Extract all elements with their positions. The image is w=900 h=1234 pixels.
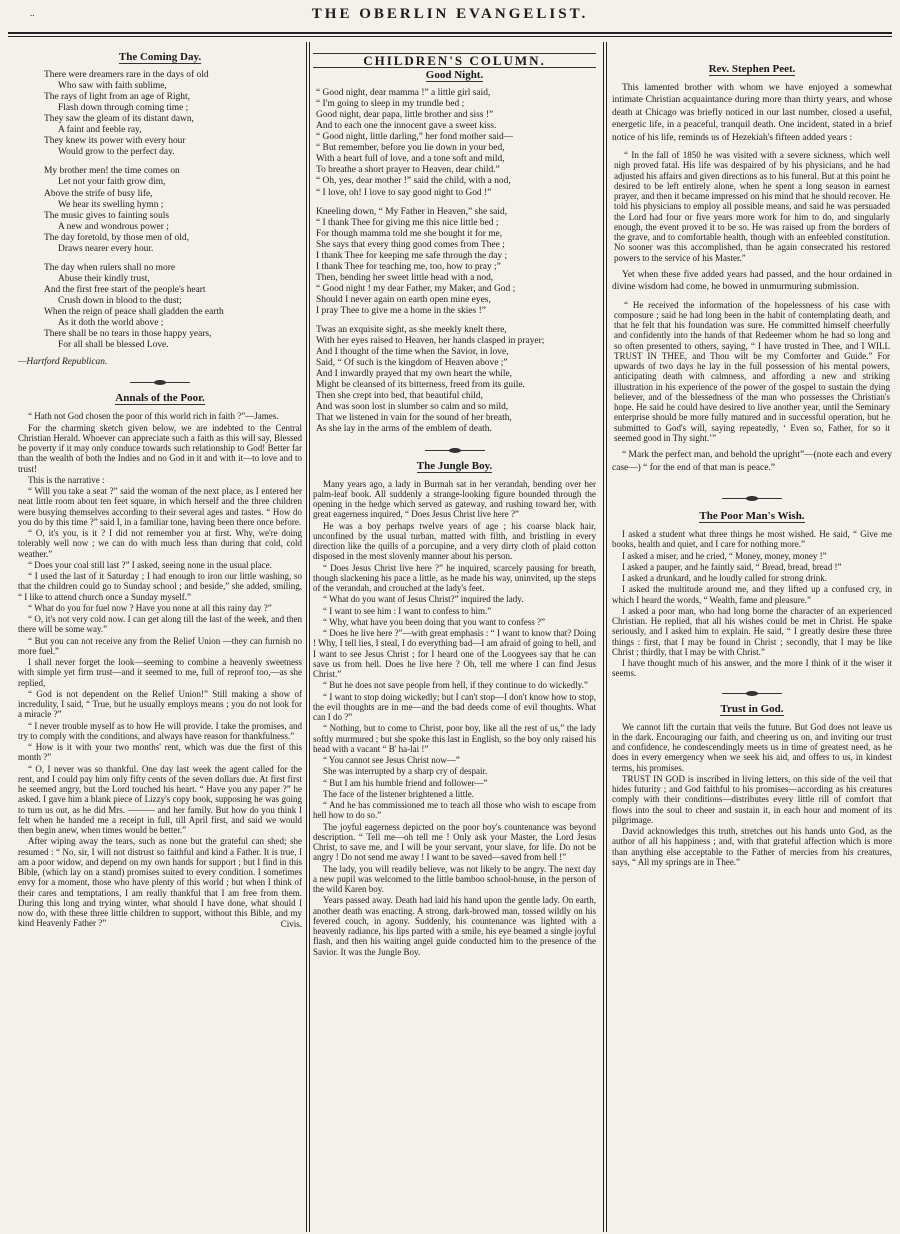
poem-line: When the reign of peace shall gladden the earth [44, 306, 224, 317]
paragraph: “ You cannot see Jesus Christ now—” [323, 755, 460, 766]
signature: Civis. [280, 918, 302, 929]
poem-line: And I thought of the time when the Savior, in love, [316, 347, 509, 358]
column-middle [313, 50, 596, 1230]
poem-line: They saw the gleam of its distant dawn, [44, 114, 194, 125]
poem-line: Twas an exquisite sight, as she meekly knelt there, [316, 325, 507, 336]
section-separator [130, 382, 190, 383]
poem-line: I pray Thee to give me a home in the skies !” [316, 305, 486, 316]
paragraph: “ But you can not receive any from the Relief Union —they can furnish no more fuel.” [18, 635, 302, 656]
paragraph: “ O, I never was so thankful. One day last week the agent called for the rent, and I could pay him only fifty cents of the seven dollars due. At first first he seemed angry, but the Lord touched his heart. “ Have you any paper ?” he asked. I gave him a blank piece of Lizzy's copy book, supposing he was going to turn us out, as he did Mrs. ——— and her family. But how do you think I felt when he handed me a receipt in full, till April first, and said we would then begin anew, when times would be better.” [18, 763, 302, 836]
poem-line: She says that every thing good comes from Thee ; [316, 239, 505, 250]
poem-line: “ I love, oh! I love to say good night to God !” [316, 187, 492, 198]
poem-line: The music gives to fainting souls [44, 210, 170, 221]
paragraph: “ But I am his humble friend and follower—” [323, 777, 488, 788]
paragraph: “ But he does not save people from hell, if they continue to do wickedly.” [323, 680, 588, 691]
poem-line: And I inwardly prayed that my own heart the while, [316, 369, 513, 380]
paragraph: “ I used the last of it Saturday ; I had enough to iron our little washing, so that the children could go to Sunday school ; and beside,” she added, smiling, “ I like to attend church once a Sunday myself.” [18, 571, 302, 602]
annals-title: Annals of the Poor. [115, 392, 205, 405]
poem-line: “ Oh, yes, dear mother !” said the child, with a nod, [316, 176, 511, 187]
poem-line: As it doth the world above ; [58, 318, 164, 329]
wish-body [612, 529, 892, 679]
paragraph: I shall never forget the look—seeming to combine a heavenly sweetness with simple yet firm trust—and it seemed to me, full of reproof too,—as she replied, [18, 657, 302, 688]
paragraph: “ O, it's not very cold now. I can get along till the last of the week, and then there will be some way.” [18, 614, 302, 635]
poem-line: The day when rulers shall no more [44, 262, 176, 273]
coming-day-title: The Coming Day. [118, 51, 202, 63]
paragraph: “ Does your coal still last ?” I asked, seeing none in the usual place. [28, 559, 272, 570]
paragraph: “ I never trouble myself as to how He will provide. I take the promises, and try to comply with the conditions, and always have reason for thankfulness.” [18, 720, 302, 741]
paragraph: I have thought much of his answer, and the more I think of it the wiser it seems. [612, 658, 892, 679]
poem-line: “ Good night ! my dear Father, my Maker, and God ; [316, 283, 516, 294]
good-night-title: Good Night. [425, 69, 484, 82]
column-rule-1b [309, 42, 310, 1232]
column-rule-2 [603, 42, 604, 1232]
poem-line: Let not your faith grow dim, [58, 177, 166, 188]
poem-line: A new and wondrous power ; [58, 221, 169, 232]
paragraph: TRUST IN GOD is inscribed in living letters, on this side of the veil that hides futurity ; and God faithful to his promises—according as his creatures comply with their conditions—distributes every little rill of comfort that flows into the soul to cheer and sustain it, in each hour and moment of its pilgrimage. [612, 773, 892, 825]
poem-line: There shall be no tears in those happy years, [44, 329, 212, 340]
column-rule-2b [606, 42, 607, 1232]
poem-line: Draws nearer every hour. [58, 243, 154, 254]
poem-line: With her eyes raised to Heaven, her hands clasped in prayer; [316, 336, 545, 347]
paragraph: David acknowledges this truth, stretches out his hands unto God, as the author of all his happiness ; and, with that grateful affection which is more than anything else acceptable to the Father of mercies from his creatures, says, “ All my springs are in Thee.” [612, 826, 892, 867]
poem-line: Would grow to the perfect day. [58, 147, 175, 158]
section-separator [722, 498, 782, 499]
top-rule-thin [8, 36, 892, 37]
poem-line: Above the strife of busy life, [44, 188, 153, 199]
paragraph: “ How is it with your two months' rent, which was due the first of this month ?” [18, 742, 302, 763]
poem-line: Then she crept into bed, that beautiful child, [316, 391, 483, 402]
poem-line: With a heart full of love, and a tone soft and mild, [316, 154, 505, 165]
paragraph: We cannot lift the curtain that veils the future. But God does not leave us in the dark. Encouraging our faith, and cheering us on, and inviting our trust and confidence, he condescendingly meets us in time of greatest need, as he does in every emergency when we seek his aid, and offers to us, in kindest terms, his promises. [612, 721, 892, 773]
paragraph: “ O, it's you, is it ? I did not remember you at first. Why, we're doing tolerably well now ; we can do with much less than during that cold, cold weather.” [18, 528, 302, 559]
poem-line: “ Good night, dear mamma !” a little girl said, [316, 88, 491, 99]
poem-line: “ I'm going to sleep in my trundle bed ; [316, 99, 465, 110]
paragraph: He was a boy perhaps twelve years of age ; his coarse black hair, unconfined by the usual turban, matted with filth, and bristling in every direction like the quills of a porcupine, and a very dirty cloth of plaid cotton disposed in the most slovenly manner about his person. [313, 520, 596, 562]
paragraph: Many years ago, a lady in Burmah sat in her verandah, bending over her palm-leaf book. All suddenly a strange-looking figure bounded through the opening in the hedge which served as gateway, and rushing toward her, with great eagerness inquired, “ Does Jesus Christ live here ?” [313, 478, 596, 520]
page-mark: .. [30, 8, 35, 18]
paragraph: “ What do you want of Jesus Christ?” inquired the lady. [323, 594, 524, 605]
jungle-boy-body [313, 479, 596, 957]
poem-line: Good night, dear papa, little brother and siss !” [316, 110, 494, 121]
paragraph: “ Mark the perfect man, and behold the upright”—(note each and every case—) “ for the end of that man is peace.” [612, 450, 892, 473]
paragraph: “ Hath not God chosen the poor of this world rich in faith ?”—James. [28, 411, 279, 422]
poem-line: For all shall be blessed Love. [58, 340, 169, 351]
poem-line: Abuse their kindly trust, [58, 273, 150, 284]
column-right [612, 50, 892, 1230]
poem-line: The rays of light from an age of Right, [44, 92, 190, 103]
peet-title: Rev. Stephen Peet. [708, 63, 796, 75]
poem-line: And the first free start of the people's heart [44, 284, 206, 295]
paragraph: She was interrupted by a sharp cry of despair. [323, 766, 488, 777]
poem-line: To breathe a short prayer to Heaven, dear child.” [316, 165, 500, 176]
masthead-title: THE OBERLIN EVANGELIST. [311, 6, 589, 22]
poem-line: “ Good night, little darling,” her fond mother said— [316, 132, 514, 143]
trust-title: Trust in God. [720, 702, 784, 715]
section-separator [425, 450, 485, 451]
paragraph: “ Does he live here ?”—with great emphasis : “ I want to know that? Doing ! Why, I tell lies, I steal, I do everything bad—I am afraid of going to hell, and I want to see Jesus Christ ; for I heard one of the Loogyees say that he can save us from hell. Does he live here ? Oh, tell me where I can find Jesus Christ.” [313, 628, 596, 680]
wish-title: The Poor Man's Wish. [699, 509, 805, 522]
poem-line: There were dreamers rare in the days of old [44, 70, 209, 81]
poem-line: The day foretold, by those men of old, [44, 232, 189, 243]
poem-line: “ I thank Thee for giving me this nice little bed ; [316, 217, 499, 228]
paragraph: This is the narrative : [28, 474, 105, 485]
poem-line: Then, bending her sweet little head with a nod, [316, 272, 494, 283]
section-separator [722, 693, 782, 694]
paragraph: I asked the multitude around me, and they lifted up a confused cry, in which I heard the words, “ Wealth, fame and pleasure.” [612, 584, 892, 605]
paragraph: After wiping away the tears, such as none but the grateful can shed; she resumed : “ No, sir, I will not distrust so faithful and kind a Father. It is true, I am a poor widow, and depend on my own hands for support ; but I find in this Bible, (which lay on a stand) promises suited to every condition. I sometimes envy for a moment, those who have plenty of this world ; but when I think of their cares and temptations, I am really thankful that I am free from them. During this long and trying winter, what should I have done, what should I now do, with these three little children to support, without this Bible, and my kind Heavenly Father ?” [18, 836, 302, 929]
paragraph: Years passed away. Death had laid his hand upon the gentle lady. On earth, another death was enacting. A strong, dark-browed man, tossed wildly on his fevered couch, in agony. Suddenly, his countenance was lighted with a heavenly radiance, his lips parted with a smile, his eye beamed a single joyful flash, and then his waiting angel guide conducted him to the presence of the Savior. It was the Jungle Boy. [313, 895, 596, 957]
poem-line: For though mamma told me she bought it for me, [316, 228, 503, 239]
quote-paragraph: “ He received the information of the hopelessness of his case with composure ; said he had long been in the habit of contemplating death, and that he felt that his foundation was sure. He committed himself cheerfully and confidently into the hands of that Redeemer whom he had so long and so often presented to others, saying, “ I have trusted in Thee, and I WILL TRUST IN THEE, and Thou wilt be my Comforter and Guide.” For upwards of two days he lay in the full possession of his mental powers, anticipating death with calmness, and affording a new and striking illustration in his experience of the power of the gospel to sustain the dying believer, and of the blessedness of the man who possesses the Christian's hope. He said he could have desired to live another year, until the Seminary enterprise should be more fully matured and in successful operation, but he submitted to God's will, saying repeatedly, ‘ Even so, Father, for so it seemed good in Thy sight.’” [614, 299, 890, 443]
poem-line: Said, “ Of such is the kingdom of Heaven above ;” [316, 358, 508, 369]
paragraph: “ And he has commissioned me to teach all those who wish to escape from hell how to do so.” [313, 800, 596, 821]
paragraph: I asked a student what three things he most wished. He said, “ Give me books, health and quiet, and I care for nothing more.” [612, 529, 892, 550]
paragraph: For the charming sketch given below, we are indebted to the Central Christian Herald. Whoever can appreciate such a faith as this will say, Blessed be poverty if it may only conduce towards such relationship to God! Better far than the wealth of both the Indies and no God in it and with it—to love and to trust! [18, 422, 302, 474]
paragraph: Yet when these five added years had passed, and the hour ordained in divine wisdom had come, he bowed in unmurmuring submission. [612, 269, 892, 293]
poem-line: They knew its power with every hour [44, 136, 186, 147]
poem-credit: —Hartford Republican. [18, 357, 108, 368]
paragraph: The joyful eagerness depicted on the poor boy's countenance was beyond description. “ Tell me—oh tell me ! Only ask your Master, the Lord Jesus Christ, to save me, and I will be your servant, your slave, for life. Do not be angry ! Do not send me away ! I want to be saved—saved from hell !” [313, 821, 596, 863]
poem-line: As she lay in the arms of the emblem of death. [316, 424, 492, 435]
poem-line: I thank Thee for teaching me, too, how to pray ;” [316, 261, 501, 272]
poem-line: I thank Thee for keeping me safe through the day ; [316, 250, 508, 261]
annals-body [18, 411, 302, 929]
paragraph: I asked a miser, and he cried, “ Money, money, money !” [622, 550, 827, 561]
paragraph: “ What do you for fuel now ? Have you none at all this rainy day ?” [28, 602, 272, 613]
trust-body [612, 722, 892, 868]
poem-line: And to each one the innocent gave a sweet kiss. [316, 121, 497, 132]
poem-line: We hear its swelling hymn ; [58, 199, 164, 210]
poem-line: Might be cleansed of its bitterness, freed from its guile. [316, 380, 525, 391]
quote-paragraph: “ In the fall of 1850 he was visited with a severe sickness, which well nigh proved fatal. His life was despaired of by his physicians, and he had adjusted his affairs and given directions as to his funeral. But at this point he desired to be left entirely alone, when he spent a long season in earnest prayer, and then it became impressed on his mind that he should recover. He told his physicians to employ all possible means, and said he was persuaded the Lord had four or five years more work for him to do, and singularly enough, the event proved it to be so. He was raised up from the borders of the grave, and to comfortable health, though with an enfeebled constitution. No sooner was this accomplished, than he again consecrated his restored powers to the service of his Master.” [614, 150, 890, 263]
paragraph: “ Will you take a seat ?” said the woman of the next place, as I entered her neat little room about ten feet square, in which herself and the three children were busying themselves according to their several ages and tastes. “ How do you do by this time ?” said I, in a familiar tone, having been there once before. [18, 486, 302, 527]
paragraph: “ I want to see him : I want to confess to him.” [323, 605, 492, 616]
poem-line: A faint and feeble ray, [58, 125, 142, 136]
paragraph: I asked a poor man, who had long borne the character of an experienced Christian. He replied, that all his wishes could be met in Christ. He spake seriously, and I asked him to explain. He said, “ I greatly desire these three things : first, that I may be found in Christ ; secondly, that I may be like Christ ; thirdly, that I may be with Christ.” [612, 605, 892, 657]
paragraph: The lady, you will readily believe, was not likely to be angry. The next day a new pupil was welcomed to the little bamboo school-house, in the person of the wild Karen boy. [313, 863, 596, 895]
poem-line: Crush down in blood to the dust; [58, 295, 182, 306]
poem-line: Should I never again on earth open mine eyes, [316, 294, 491, 305]
column-rule-1 [306, 42, 307, 1232]
paragraph: “ God is not dependent on the Relief Union!” Still making a show of incredulity, I said, “ True, but he usually employs means ; you do not look for a miracle ?” [18, 688, 302, 720]
paragraph: “ Why, what have you been doing that you want to confess ?” [323, 616, 545, 627]
poem-line: Who saw with faith sublime, [58, 81, 167, 92]
childrens-column-heading: CHILDREN'S COLUMN. [313, 53, 596, 68]
poem-line: Flash down through coming time ; [58, 103, 189, 114]
column-left [18, 50, 302, 1230]
poem-line: “ But remember, before you lie down in your bed, [316, 143, 505, 154]
poem-line: That we listened in vain for the sound of her breath, [316, 413, 512, 424]
good-night-poem [316, 88, 596, 435]
top-rule [8, 32, 892, 34]
coming-day-poem [44, 70, 302, 351]
poem-line: Kneeling down, “ My Father in Heaven,” she said, [316, 206, 508, 217]
paragraph: “ Nothing, but to come to Christ, poor boy, like all the rest of us,” the lady softly murmured ; but she spoke this last in English, so the boy only raised his head with a vacant “ B' ha-lai !” [313, 723, 596, 754]
paragraph: I asked a drunkard, and he loudly called for strong drink. [622, 573, 827, 583]
poem-line: My brother men! the time comes on [44, 166, 180, 177]
poem-line: And was soon lost in slumber so calm and so mild, [316, 402, 509, 413]
paragraph: “ I want to stop doing wickedly; but I can't stop—I don't know how to stop, the evil thoughts are in me—and the bad deeds come of evil thoughts. What can I do ?” [313, 691, 596, 723]
paragraph: “ Does Jesus Christ live here ?” he inquired, scarcely pausing for breath, though slackening his pace a little, as he made his way, uninvited, up the steps of the verandah, and crouched at the lady's feet. [313, 562, 596, 594]
paragraph: I asked a pauper, and he faintly said, “ Bread, bread, bread !” [622, 561, 842, 572]
paragraph: This lamented brother with whom we have enjoyed a somewhat intimate Christian acquaintance during more than thirty years, and whose death at Chicago was briefly noticed in our last number, closed a useful, energetic life, in a peaceful, tranquil death. One incident, stated in a brief notice of his life, reminds us of Hezekiah's fifteen added years : [612, 83, 892, 143]
paragraph: The face of the listener brightened a little. [323, 788, 474, 799]
jungle-boy-title: The Jungle Boy. [416, 459, 493, 472]
